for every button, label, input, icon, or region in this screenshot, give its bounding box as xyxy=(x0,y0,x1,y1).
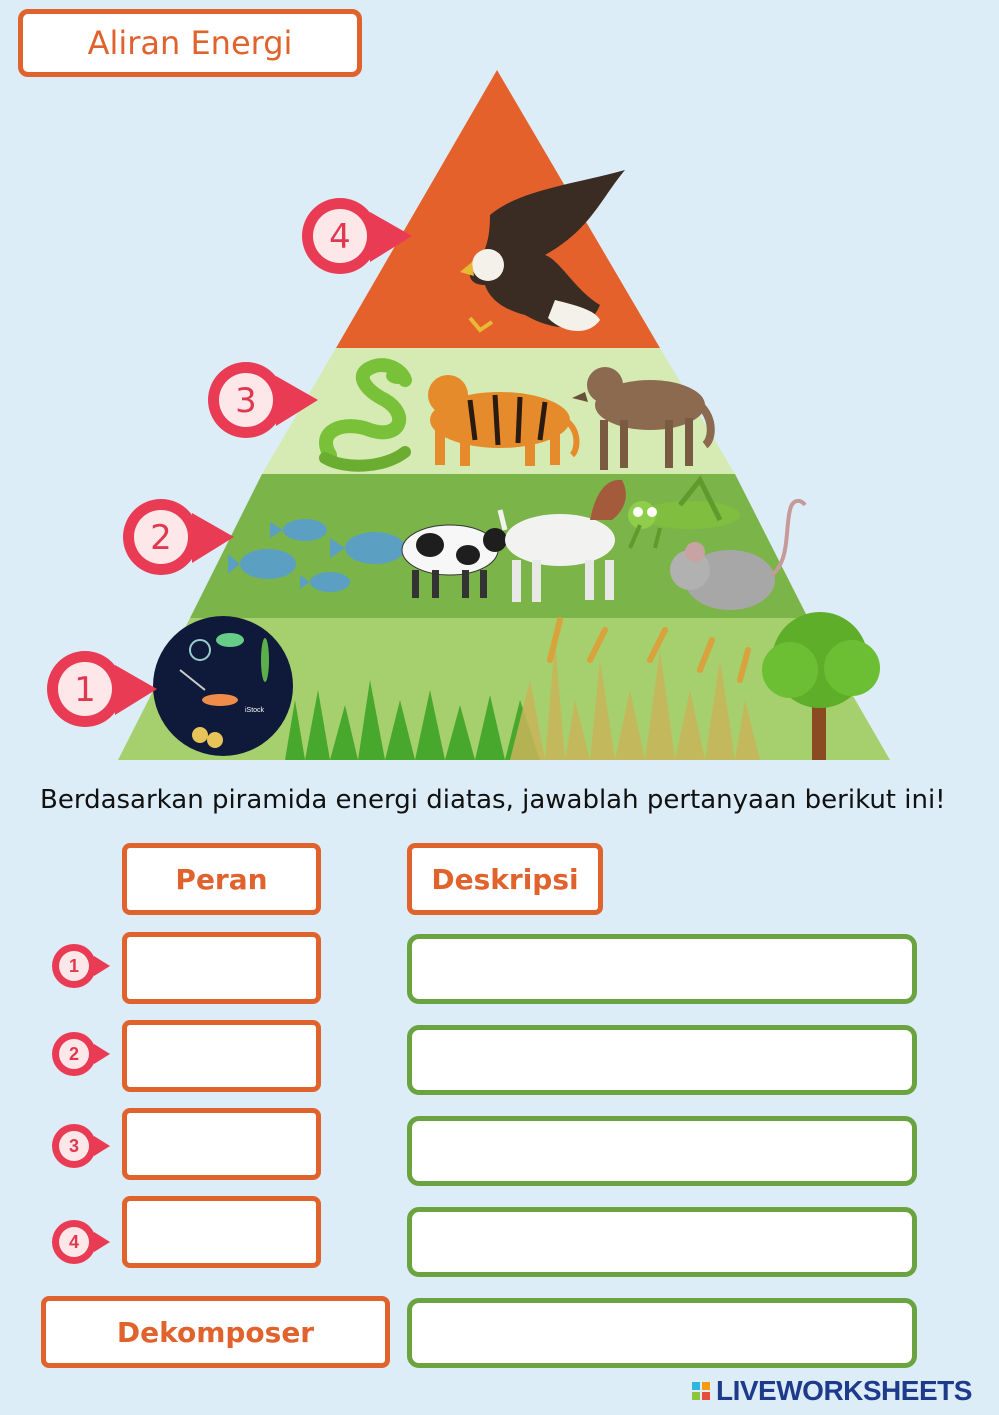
peran-input-2[interactable] xyxy=(122,1020,321,1092)
page-title: Aliran Energi xyxy=(18,9,362,77)
question-text: Berdasarkan piramida energi diatas, jawablah pertanyaan berikut ini! xyxy=(40,785,946,815)
level-1-number: 1 xyxy=(74,670,96,710)
deskripsi-input-decomposer[interactable] xyxy=(407,1298,917,1368)
row-number: 2 xyxy=(59,1039,89,1069)
liveworksheets-logo xyxy=(692,1375,972,1407)
level-4-number: 4 xyxy=(329,217,351,257)
row-badge-3 xyxy=(52,1124,96,1168)
decomposer-label: Dekomposer xyxy=(41,1296,390,1368)
level-2-number: 2 xyxy=(150,518,172,558)
brand-text: LIVEWORKSHEETS xyxy=(716,1375,972,1406)
deskripsi-input-2[interactable] xyxy=(407,1025,917,1095)
deskripsi-input-4[interactable] xyxy=(407,1207,917,1277)
pyramid-level-4 xyxy=(336,70,660,348)
row-badge-4 xyxy=(52,1220,96,1264)
row-badge-1 xyxy=(52,944,96,988)
row-badge-2 xyxy=(52,1032,96,1076)
liveworksheets-logo-icon xyxy=(692,1382,710,1400)
peran-input-4[interactable] xyxy=(122,1196,321,1268)
row-number: 4 xyxy=(59,1227,89,1257)
peran-input-1[interactable] xyxy=(122,932,321,1004)
level-badge-1 xyxy=(47,651,157,727)
row-number: 3 xyxy=(59,1131,89,1161)
peran-input-3[interactable] xyxy=(122,1108,321,1180)
header-peran: Peran xyxy=(122,843,321,915)
row-number: 1 xyxy=(59,951,89,981)
header-deskripsi: Deskripsi xyxy=(407,843,603,915)
plankton-image xyxy=(153,616,293,756)
level-3-number: 3 xyxy=(235,381,257,421)
deskripsi-input-1[interactable] xyxy=(407,934,917,1004)
microbe-credit: iStock xyxy=(245,707,265,714)
deskripsi-input-3[interactable] xyxy=(407,1116,917,1186)
